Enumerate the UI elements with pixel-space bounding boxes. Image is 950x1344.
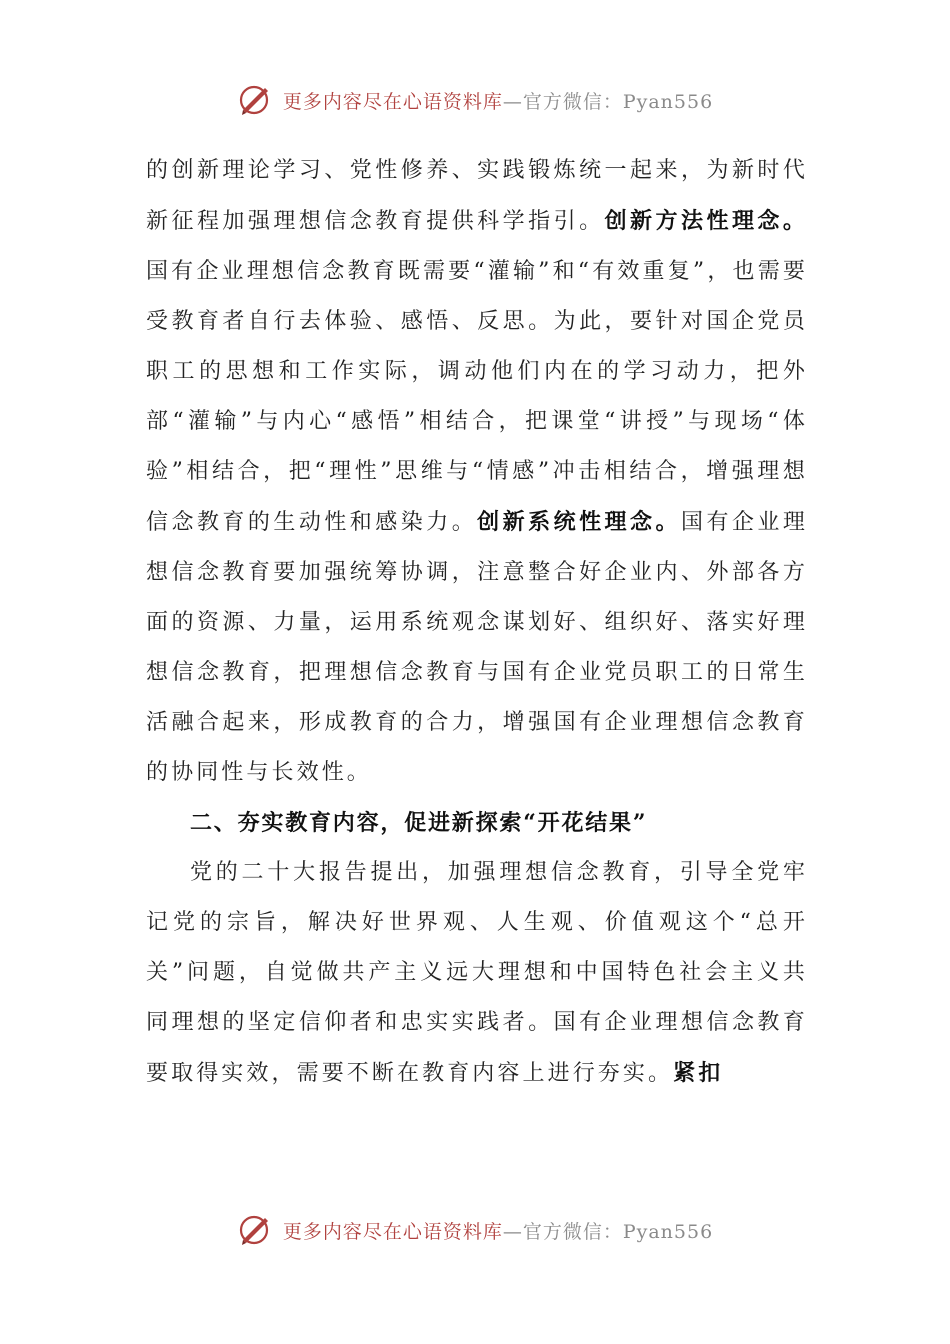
section-heading: 二、夯实教育内容，促进新探索“开花结果” [190, 810, 648, 836]
pen-logo-icon [237, 1212, 273, 1248]
footer-watermark-text [283, 1217, 713, 1244]
paragraph-continuation [146, 146, 808, 798]
banner-site-text: 更多内容尽在心语资料库 [282, 1220, 503, 1243]
banner-wechat-text: —官方微信：Pyan556 [502, 90, 714, 113]
paragraph-text: 的创新理论学习、党性修养、实践锻炼统一起来，为新时代新征程加强理想信念教育提供科学指引。 [146, 158, 808, 234]
banner-site-text: 更多内容尽在心语资料库 [282, 90, 503, 113]
pen-logo-icon [237, 82, 273, 118]
paragraph [146, 848, 808, 1099]
header-watermark-text [283, 87, 713, 114]
bold-key-phrase: 创新系统性理念。 [477, 509, 681, 535]
paragraph-text: 国有企业理想信念教育要加强统筹协调，注意整合好企业内、外部各方面的资源、力量，运用系统观念谋划好、组织好、落实好理想信念教育，把理想信念教育与国有企业党员职工的日常生活融合起来，形成教育的合力，增强国有企业理想信念教育的协同性与长效性。 [146, 510, 808, 785]
bold-key-phrase: 紧扣 [673, 1060, 724, 1086]
bold-key-phrase: 创新方法性理念。 [604, 208, 808, 234]
banner-wechat-text: —官方微信：Pyan556 [502, 1220, 714, 1243]
paragraph-text: 党的二十大报告提出，加强理想信念教育，引导全党牢记党的宗旨，解决好世界观、人生观、价值观这个“总开关”问题，自觉做共产主义远大理想和中国特色社会主义共同理想的坚定信仰者和忠实实践者。国有企业理想信念教育要取得实效，需要不断在教育内容上进行夯实。 [146, 860, 808, 1086]
paragraph-text: 国有企业理想信念教育既需要“灌输”和“有效重复”，也需要受教育者自行去体验、感悟、反思。为此，要针对国企党员职工的思想和工作实际，调动他们内在的学习动力，把外部“灌输”与内心“感悟”相结合，把课堂“讲授”与现场“体验”相结合，把“理性”思维与“情感”冲击相结合，增强理想信念教育的生动性和感染力。 [146, 259, 808, 535]
footer-watermark-banner [0, 1210, 950, 1250]
document-body [146, 146, 808, 1099]
header-watermark-banner [0, 80, 950, 120]
